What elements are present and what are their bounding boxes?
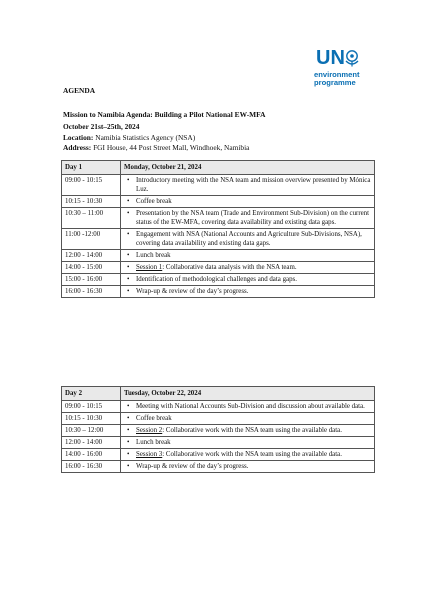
activity-bullet-item <box>124 287 371 296</box>
agenda-activity <box>121 413 375 425</box>
activity-bullet-item <box>124 230 371 248</box>
agenda-activity <box>121 449 375 461</box>
activity-text: Engagement with NSA (National Accounts and Agriculture Sub-Divisions, NSA), covering data availability and existing data gaps. <box>136 231 362 247</box>
agenda-row <box>62 449 375 461</box>
mission-location <box>63 133 195 143</box>
agenda-row <box>62 250 375 262</box>
activity-text: Presentation by the NSA team (Trade and Environment Sub-Division) on the current status of the EW-MFA, covering data availability and existing data gaps. <box>136 210 370 226</box>
address-label: Address: <box>63 143 92 152</box>
agenda-row <box>62 437 375 449</box>
activity-text: : Collaborative work with the NSA team using the available data. <box>162 451 342 458</box>
agenda-time: 16:00 - 16:30 <box>62 286 121 298</box>
activity-text: Introductory meeting with the NSA team and mission overview presented by Mónica Luz. <box>136 177 371 193</box>
un-emblem-icon <box>344 50 360 67</box>
address-value: FGI House, 44 Post Street Mall, Windhoek, Namibia <box>93 143 250 152</box>
activity-bullet-item <box>124 209 371 227</box>
dates-text: October 21st–25th, 2024 <box>63 122 140 131</box>
agenda-time: 10:15 - 10:30 <box>62 196 121 208</box>
agenda-activity <box>121 229 375 250</box>
activity-bullet-item <box>124 438 371 447</box>
session-label: Session 2 <box>136 427 163 434</box>
logo-line-1: environment <box>314 70 360 79</box>
activity-text: Wrap-up & review of the day’s progress. <box>136 463 249 470</box>
activity-text: Coffee break <box>136 198 172 205</box>
agenda-row <box>62 196 375 208</box>
activity-text: Wrap-up & review of the day’s progress. <box>136 288 249 295</box>
agenda-activity <box>121 425 375 437</box>
activity-bullet-item <box>124 263 371 272</box>
logo-line-2: programme <box>314 78 356 87</box>
day-1-table <box>61 160 375 298</box>
agenda-time: 16:00 - 16:30 <box>62 461 121 473</box>
agenda-time: 15:00 - 16:00 <box>62 274 121 286</box>
activity-bullet-item <box>124 462 371 471</box>
day-date: Tuesday, October 22, 2024 <box>121 387 375 401</box>
day-2-table <box>61 386 375 473</box>
session-label: Session 1 <box>136 264 163 271</box>
activity-bullet-item <box>124 275 371 284</box>
agenda-time: 14:00 - 16:00 <box>62 449 121 461</box>
agenda-activity <box>121 262 375 274</box>
agenda-time: 10:15 - 10:30 <box>62 413 121 425</box>
agenda-row <box>62 286 375 298</box>
activity-text: Lunch break <box>136 252 171 259</box>
activity-bullet-item <box>124 402 371 411</box>
session-label: Session 3 <box>136 451 163 458</box>
day-1-header-row <box>62 161 375 175</box>
agenda-activity <box>121 175 375 196</box>
agenda-activity <box>121 286 375 298</box>
agenda-time: 10:30 – 12:00 <box>62 425 121 437</box>
agenda-activity <box>121 437 375 449</box>
activity-text: : Collaborative work with the NSA team using the available data. <box>162 427 342 434</box>
day-2-header-row <box>62 387 375 401</box>
agenda-row <box>62 208 375 229</box>
agenda-activity <box>121 208 375 229</box>
agenda-row <box>62 229 375 250</box>
agenda-title: AGENDA <box>63 86 96 95</box>
mission-address <box>63 143 249 153</box>
agenda-time: 12:00 - 14:00 <box>62 437 121 449</box>
unep-logo <box>314 47 378 98</box>
activity-text: Coffee break <box>136 415 172 422</box>
agenda-activity <box>121 461 375 473</box>
agenda-time: 14:00 - 15:00 <box>62 262 121 274</box>
activity-bullet-item <box>124 197 371 206</box>
agenda-time: 12:00 - 14:00 <box>62 250 121 262</box>
agenda-time: 09:00 - 10:15 <box>62 175 121 196</box>
agenda-row <box>62 425 375 437</box>
agenda-time: 11:00 -12:00 <box>62 229 121 250</box>
mission-dates <box>63 122 139 132</box>
activity-bullet-item <box>124 450 371 459</box>
agenda-activity <box>121 274 375 286</box>
activity-bullet-item <box>124 176 371 194</box>
location-label: Location: <box>63 133 94 142</box>
activity-bullet-item <box>124 426 371 435</box>
agenda-row <box>62 461 375 473</box>
activity-text: : Collaborative data analysis with the NSA team. <box>162 264 297 271</box>
day-date: Monday, October 21, 2024 <box>121 161 375 175</box>
agenda-activity <box>121 196 375 208</box>
activity-bullet-item <box>124 251 371 260</box>
agenda-row <box>62 413 375 425</box>
day-label: Day 2 <box>62 387 121 401</box>
agenda-activity <box>121 401 375 413</box>
agenda-row <box>62 401 375 413</box>
activity-text: Identification of methodological challenges and data gaps. <box>136 276 297 283</box>
agenda-activity <box>121 250 375 262</box>
agenda-row <box>62 175 375 196</box>
location-value: Namibia Statistics Agency (NSA) <box>95 133 196 142</box>
logo-mark: UN <box>316 47 345 69</box>
agenda-row <box>62 274 375 286</box>
activity-bullet-item <box>124 414 371 423</box>
activity-text: Lunch break <box>136 439 171 446</box>
agenda-row <box>62 262 375 274</box>
agenda-time: 10:30 – 11:00 <box>62 208 121 229</box>
agenda-time: 09:00 - 10:15 <box>62 401 121 413</box>
day-label: Day 1 <box>62 161 121 175</box>
activity-text: Meeting with National Accounts Sub-Division and discussion about available data. <box>136 403 365 410</box>
mission-subtitle: Mission to Namibia Agenda: Building a Pilot National EW-MFA <box>63 110 266 119</box>
